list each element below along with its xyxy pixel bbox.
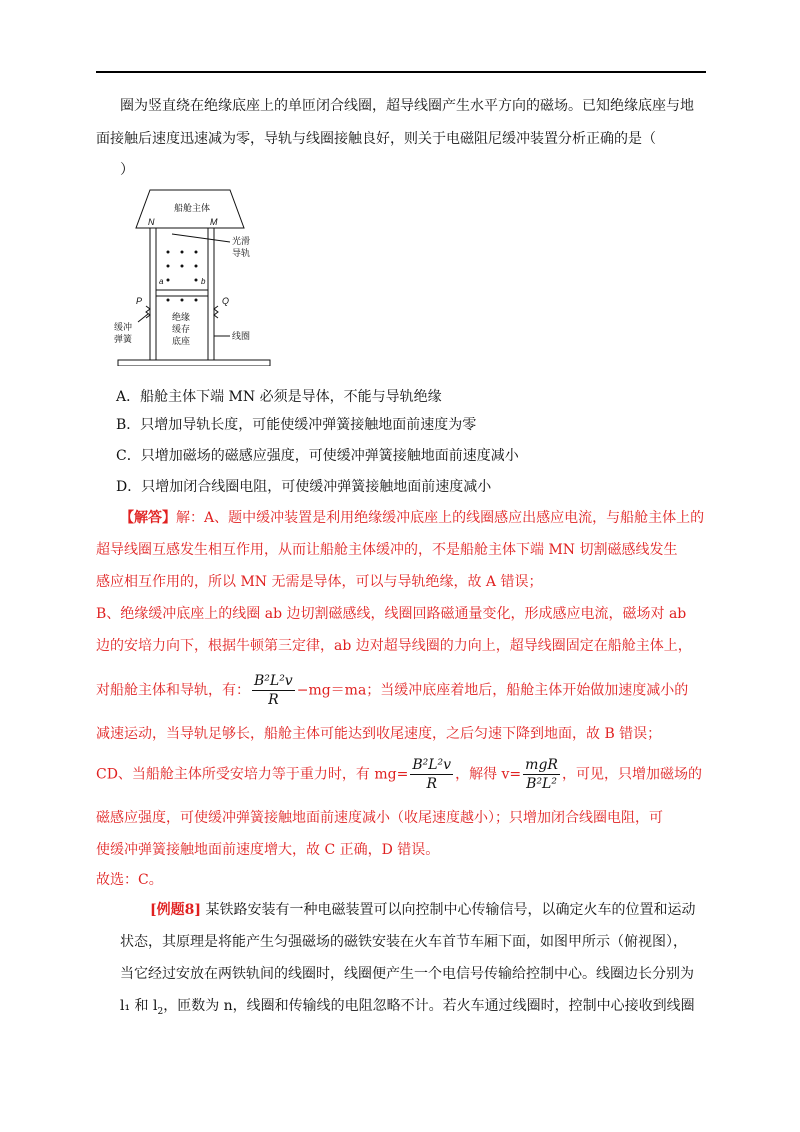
- label-a: a: [159, 277, 164, 286]
- formula-numerator-2: B²L²v: [412, 757, 452, 773]
- damper-diagram: [112, 186, 282, 366]
- label-b: b: [201, 277, 206, 286]
- formula-fraction-2: [410, 756, 453, 793]
- rail-label-2: 导轨: [232, 248, 251, 258]
- question-line-1: 圈为竖直绕在绝缘底座上的单匝闭合线圈，超导线圈产生水平方向的磁场。已知绝缘底座与地: [120, 98, 694, 114]
- spring-label-2: 弹簧: [114, 334, 133, 344]
- option-d: D．只增加闭合线圈电阻，可使缓冲弹簧接触地面前速度减小: [116, 479, 492, 495]
- label-p: P: [136, 296, 143, 306]
- answer-line-4: B、绝缘缓冲底座上的线圈 ab 边切割磁感线，线圈回路磁通量变化，形成感应电流，磁场对 ab: [96, 606, 687, 622]
- coil-label: 线圈: [232, 331, 251, 341]
- answer-line-8a: CD、当船舱主体所受安培力等于重力时，有 mg=: [96, 766, 409, 783]
- left-spring: [146, 306, 150, 318]
- answer-line-6a: 对船舱主体和导轨，有：: [96, 682, 250, 699]
- formula-numerator-3: mgR: [525, 757, 558, 773]
- question-line-3: ）: [120, 162, 134, 178]
- answer-line-6: [96, 672, 688, 709]
- example-line-4-rest: ，匝数为 n，线圈和传输线的电阻忽略不计。若火车通过线圈时，控制中心接收到线圈: [163, 998, 695, 1014]
- answer-line-1: [120, 508, 704, 528]
- answer-line-1-text: 解：A、题中缓冲装置是利用绝缘缓冲底座上的线圈感应出感应电流，与船舱主体上的: [176, 510, 705, 526]
- hull-label: 船舱主体: [174, 203, 211, 213]
- formula-numerator: B²L²v: [254, 673, 293, 689]
- answer-choice: 故选：C。: [96, 872, 163, 888]
- base-label-1: 绝缘: [172, 312, 191, 322]
- label-m: M: [210, 217, 218, 227]
- example-line-4: l₁ 和 $l_2$，匝数为 n，线圈和传输线的电阻忽略不计。若火车通过线圈时，控制中心接收到线圈: [120, 998, 695, 1017]
- answer-tag: 【解答】: [120, 510, 176, 526]
- base-label-2: 缓存: [172, 324, 191, 334]
- ground: [118, 360, 270, 366]
- left-rail: [150, 228, 156, 360]
- right-spring: [214, 306, 218, 318]
- option-a: A．船舱主体下端 MN 必须是导体，不能与导轨绝缘: [116, 389, 442, 405]
- answer-line-2: 超导线圈互感发生相互作用，从而让船舱主体缓冲的，不是船舱主体下端 MN 切割磁感线发生: [96, 542, 678, 558]
- answer-line-3: 感应相互作用的，所以 MN 无需是导体，可以与导轨绝缘，故 A 错误；: [96, 574, 543, 590]
- example-tag: [例题8]: [150, 902, 201, 918]
- answer-line-10: 使缓冲弹簧接触地面前速度增大，故 C 正确，D 错误。: [96, 842, 440, 858]
- answer-line-7: 减速运动，当导轨足够长，船舱主体可能达到收尾速度，之后匀速下降到地面，故 B 错误；: [96, 726, 662, 742]
- answer-line-8c: ，可见，只增加磁场的: [561, 766, 702, 783]
- formula-denominator-2: R: [426, 776, 437, 792]
- right-rail: [208, 228, 214, 360]
- answer-line-9: 磁感应强度，可使缓冲弹簧接触地面前速度减小（收尾速度越小）；只增加闭合线圈电阻，可: [96, 810, 663, 826]
- example-line-1: [150, 900, 695, 920]
- coil-side-l1: l₁: [120, 998, 131, 1014]
- spring-label: 缓冲: [114, 322, 133, 332]
- answer-line-8: [96, 756, 702, 793]
- question-line-2: 面接触后速度迅速减为零，导轨与线圈接触良好，则关于电磁阻尼缓冲装置分析正确的是（: [96, 131, 656, 147]
- option-c: C．只增加磁场的磁感应强度，可使缓冲弹簧接触地面前速度减小: [116, 448, 519, 464]
- formula-denominator-3: B²L²: [526, 776, 557, 792]
- answer-line-5: 边的安培力向下，根据牛顿第三定律，ab 边对超导线圈的力向上，超导线圈固定在船舱主体上，: [96, 638, 692, 654]
- example-line-3: 当它经过安放在两铁轨间的线圈时，线圈便产生一个电信号传输给控制中心。线圈边长分别为: [120, 966, 694, 982]
- answer-line-6b: −mg＝ma；当缓冲底座着地后，船舱主体开始做加速度减小的: [296, 682, 689, 699]
- formula-denominator: R: [268, 692, 279, 708]
- header-rule: [96, 71, 706, 73]
- base-label-3: 底座: [172, 336, 191, 346]
- example-line-1-text: 某铁路安装有一种电磁装置可以向控制中心传输信号，以确定火车的位置和运动: [201, 902, 696, 918]
- formula-fraction-3: [523, 756, 560, 793]
- answer-line-8b: ，解得 v=: [455, 766, 522, 783]
- rail-label: 光滑: [232, 236, 251, 246]
- example-line-4-mid: 和 l: [134, 998, 158, 1014]
- label-n: N: [148, 217, 155, 227]
- formula-fraction-1: [252, 672, 295, 709]
- example-line-2: 状态，其原理是将能产生匀强磁场的磁铁安装在火车首节车厢下面，如图甲所示（俯视图），: [120, 934, 687, 950]
- label-q: Q: [222, 296, 230, 306]
- option-b: B．只增加导轨长度，可能使缓冲弹簧接触地面前速度为零: [116, 417, 477, 433]
